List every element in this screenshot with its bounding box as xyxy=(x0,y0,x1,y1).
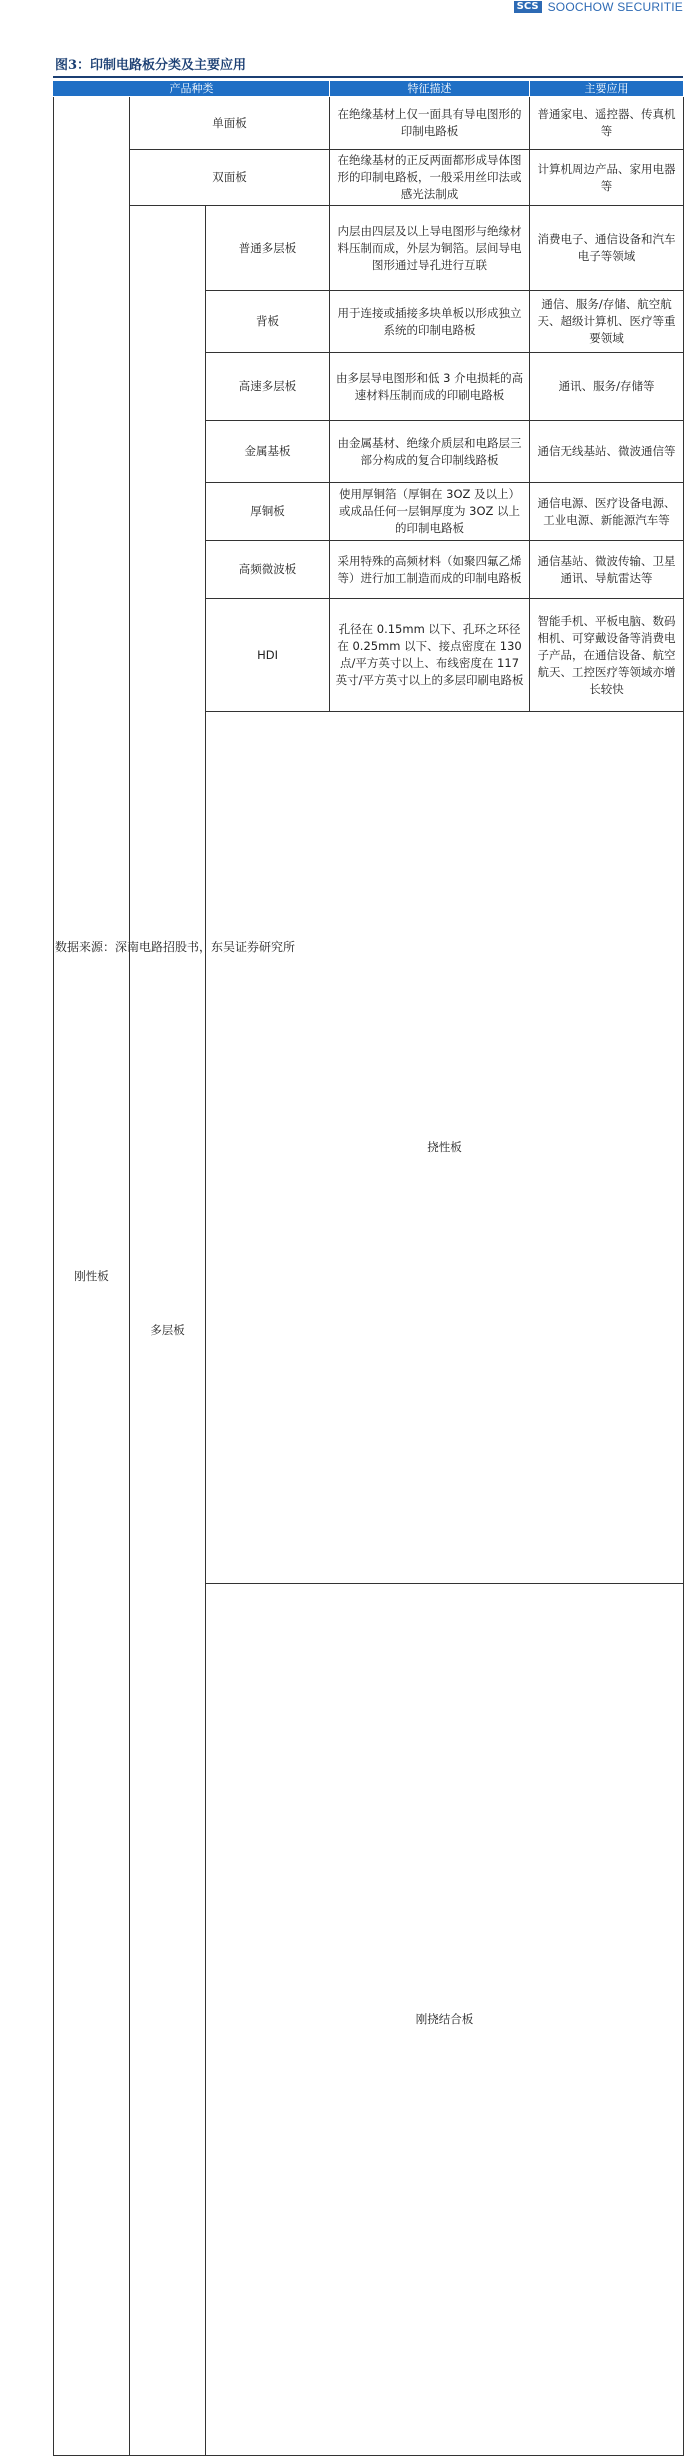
product-name: 刚挠结合板 xyxy=(206,1584,684,2456)
category-multilayer: 多层板 xyxy=(130,206,206,2456)
product-name: 普通多层板 xyxy=(206,206,330,291)
pcb-classification-table xyxy=(53,80,684,2456)
main-applications: 消费电子、通信设备和汽车电子等领域 xyxy=(530,206,684,291)
product-name: 双面板 xyxy=(130,150,330,206)
main-applications: 计算机周边产品、家用电器等 xyxy=(530,150,684,206)
feature-description: 由多层导电图形和低 3 介电损耗的高速材料压制而成的印刷电路板 xyxy=(330,353,530,421)
product-name: 高频微波板 xyxy=(206,541,330,599)
feature-description: 在绝缘基材的正反两面都形成导体图形的印制电路板，一般采用丝印法或感光法制成 xyxy=(330,150,530,206)
product-name: 背板 xyxy=(206,291,330,353)
feature-description: 在绝缘基材上仅一面具有导电图形的印制电路板 xyxy=(330,97,530,150)
main-applications: 通讯、服务/存储等 xyxy=(530,353,684,421)
table-header-row xyxy=(54,81,684,97)
main-applications: 普通家电、遥控器、传真机等 xyxy=(530,97,684,150)
data-source-note: 数据来源：深南电路招股书，东吴证券研究所 xyxy=(55,940,296,954)
product-name: HDI xyxy=(206,599,330,712)
feature-description: 用于连接或插接多块单板以形成独立系统的印制电路板 xyxy=(330,291,530,353)
feature-description: 由金属基材、绝缘介质层和电路层三部分构成的复合印制线路板 xyxy=(330,421,530,483)
product-name: 挠性板 xyxy=(206,712,684,1584)
main-applications: 通信无线基站、微波通信等 xyxy=(530,421,684,483)
title-divider xyxy=(53,76,683,78)
product-name: 厚铜板 xyxy=(206,483,330,541)
logo-text: SOOCHOW SECURITIE xyxy=(547,0,683,14)
category-rigid: 刚性板 xyxy=(54,97,130,2456)
feature-description: 孔径在 0.15mm 以下、孔环之环径在 0.25mm 以下、接点密度在 130 点/平方英寸以上、布线密度在 117 英寸/平方英寸以上的多层印刷电路板 xyxy=(330,599,530,712)
product-name: 单面板 xyxy=(130,97,330,150)
main-applications: 智能手机、平板电脑、数码相机、可穿戴设备等消费电子产品，在通信设备、航空航天、工控医疗等领域亦增长较快 xyxy=(530,599,684,712)
main-applications: 通信基站、微波传输、卫星通讯、导航雷达等 xyxy=(530,541,684,599)
header-type: 产品种类 xyxy=(54,81,330,97)
logo-mark: SCS xyxy=(514,1,542,13)
brand-logo xyxy=(514,0,683,14)
product-name: 高速多层板 xyxy=(206,353,330,421)
table-row xyxy=(54,206,684,291)
header-applications: 主要应用 xyxy=(530,81,684,97)
main-applications: 通信电源、医疗设备电源、工业电源、新能源汽车等 xyxy=(530,483,684,541)
feature-description: 内层由四层及以上导电图形与绝缘材料压制而成，外层为铜箔。层间导电图形通过导孔进行互联 xyxy=(330,206,530,291)
feature-description: 使用厚铜箔（厚铜在 3OZ 及以上）或成品任何一层铜厚度为 3OZ 以上的印制电路板 xyxy=(330,483,530,541)
table-row xyxy=(54,97,684,150)
feature-description: 采用特殊的高频材料（如聚四氟乙烯等）进行加工制造而成的印制电路板 xyxy=(330,541,530,599)
product-name: 金属基板 xyxy=(206,421,330,483)
main-applications: 通信、服务/存储、航空航天、超级计算机、医疗等重要领域 xyxy=(530,291,684,353)
table-row xyxy=(54,150,684,206)
figure-title: 图3：印制电路板分类及主要应用 xyxy=(55,58,247,73)
header-features: 特征描述 xyxy=(330,81,530,97)
